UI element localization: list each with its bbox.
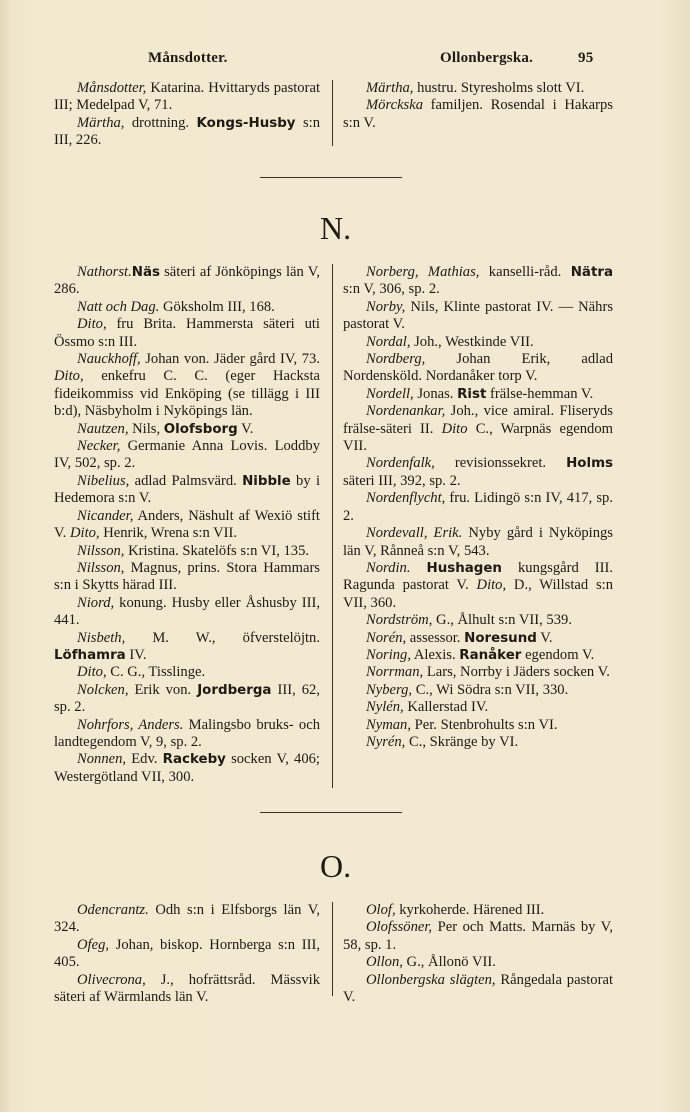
entry-text: Germanie Anna Lovis. Loddby IV, 502, sp. 2. bbox=[54, 438, 320, 472]
entry-name: Nordström, bbox=[366, 612, 433, 629]
entry-text: Anders, Näshult af Wexiö stift V. bbox=[54, 507, 320, 542]
section-o-left-column bbox=[54, 902, 320, 1006]
entry-estate: Jordberga bbox=[197, 682, 272, 698]
register-entry bbox=[54, 902, 320, 937]
entry-text: Johan von. Jäder gård IV, 73. bbox=[140, 351, 320, 368]
entry-name: Nordell, bbox=[366, 385, 414, 402]
entry-text: kanselli-råd. bbox=[479, 264, 571, 280]
register-entry bbox=[54, 682, 320, 717]
entry-name: Nyrén, bbox=[366, 733, 406, 750]
register-entry bbox=[343, 334, 613, 351]
entry-text: Joh., Westkinde VII. bbox=[410, 333, 534, 350]
entry-text: by i Hedemora s:n V. bbox=[54, 472, 320, 507]
entry-estate: Olofsborg bbox=[163, 421, 238, 437]
entry-text: hustru. Styresholms slott VI. bbox=[413, 80, 585, 96]
entry-estate: Nibble bbox=[242, 473, 291, 489]
entry-estate: Hushagen bbox=[426, 560, 502, 576]
entry-text: Nils, bbox=[128, 420, 164, 437]
entry-text: fru Brita. Hammersta säteri uti Össmo s:n III. bbox=[54, 316, 320, 350]
entry-name: Nordenankar, bbox=[366, 403, 446, 420]
column-divider bbox=[332, 264, 333, 788]
entry-text: s:n III, 226. bbox=[54, 114, 320, 149]
section-rule bbox=[260, 812, 402, 813]
register-entry bbox=[54, 80, 320, 115]
entry-name: Nauckhoff, bbox=[77, 351, 141, 368]
register-entry bbox=[54, 717, 320, 752]
entry-text: Alexis. bbox=[411, 646, 460, 663]
entry-name: Nordberg, bbox=[366, 351, 426, 368]
entry-text: Kristina. Skatelöfs s:n VI, 135. bbox=[124, 542, 310, 559]
register-entry bbox=[54, 664, 320, 681]
top-left-column bbox=[54, 80, 320, 150]
register-entry bbox=[343, 954, 613, 971]
entry-name: Norberg, Mathias, bbox=[366, 264, 480, 280]
entry-name: Dito, bbox=[77, 316, 107, 333]
entry-text: Per. Stenbrohults s:n VI. bbox=[411, 716, 558, 733]
register-entry bbox=[343, 97, 613, 132]
entry-estate: Kongs-Husby bbox=[196, 115, 296, 131]
entry-text: Johan, biskop. Hornberga s:n III, 405. bbox=[54, 936, 320, 971]
entry-name: Nisbeth, bbox=[77, 629, 126, 646]
entry-name: Nordenflycht, bbox=[366, 490, 446, 507]
column-divider bbox=[332, 902, 333, 996]
entry-text: kungsgård III. Ragunda pastorat V. bbox=[343, 559, 613, 594]
entry-name: Mörckska bbox=[366, 97, 423, 114]
register-entry bbox=[343, 630, 613, 647]
register-entry bbox=[343, 403, 613, 455]
entry-text: V. bbox=[536, 629, 553, 646]
register-entry bbox=[343, 699, 613, 716]
entry-name: Necker, bbox=[77, 438, 121, 455]
entry-name: Nordin. bbox=[366, 559, 411, 576]
entry-text: socken V, 406; Westergötland VII, 300. bbox=[54, 751, 320, 785]
register-entry bbox=[54, 543, 320, 560]
register-entry bbox=[54, 595, 320, 630]
entry-name: Ollonbergska slägten, bbox=[366, 971, 496, 988]
register-entry bbox=[343, 734, 613, 751]
entry-text: G., Ålhult s:n VII, 539. bbox=[432, 612, 572, 629]
entry-text: säteri III, 392, sp. 2. bbox=[343, 472, 461, 489]
entry-name: Nicander, bbox=[77, 507, 134, 524]
register-entry bbox=[343, 972, 613, 1007]
entry-text: G., Ållonö VII. bbox=[402, 954, 496, 971]
register-entry bbox=[54, 438, 320, 473]
section-n-left-column bbox=[54, 264, 320, 786]
register-entry bbox=[54, 972, 320, 1007]
entry-name: Nordevall, Erik. bbox=[366, 525, 463, 542]
entry-name: Dito, bbox=[476, 577, 507, 594]
entry-name: Ofeg, bbox=[77, 936, 110, 953]
entry-name: Nilsson, bbox=[77, 559, 125, 576]
entry-text: Edv. bbox=[126, 751, 163, 768]
entry-text: C. G., Tisslinge. bbox=[106, 664, 206, 681]
entry-text: Kallerstad IV. bbox=[403, 699, 489, 716]
register-entry bbox=[54, 351, 320, 421]
register-entry bbox=[343, 664, 613, 681]
register-entry bbox=[54, 560, 320, 595]
register-entry bbox=[343, 902, 613, 919]
entry-text: familjen. Rosendal i Hakarps s:n V. bbox=[343, 97, 613, 131]
entry-text: Magnus, prins. Stora Hammars s:n i Skytts härad III. bbox=[54, 559, 320, 594]
entry-text: drottning. bbox=[124, 114, 197, 131]
entry-name: Dito, bbox=[69, 525, 100, 542]
entry-estate: Nätra bbox=[570, 265, 613, 280]
entry-estate: Löfhamra bbox=[54, 647, 126, 663]
entry-name: Nyman, bbox=[366, 716, 411, 733]
entry-text: Johan Erik, adlad Nordensköld. Nordanåker torp V. bbox=[343, 351, 613, 385]
page-number: 95 bbox=[578, 50, 594, 66]
register-entry bbox=[343, 455, 613, 490]
entry-text: adlad Palmsvärd. bbox=[129, 472, 243, 489]
register-entry bbox=[54, 299, 320, 316]
register-entry bbox=[54, 421, 320, 438]
entry-estate: Ranåker bbox=[459, 647, 522, 663]
entry-text: V. bbox=[237, 420, 254, 437]
entry-name: Nonnen, bbox=[77, 751, 127, 768]
entry-name: Märtha, bbox=[77, 114, 125, 131]
entry-text: J., hofrättsråd. Mässvik säteri af Wärmlands län V. bbox=[54, 971, 320, 1006]
register-entry bbox=[343, 490, 613, 525]
column-divider bbox=[332, 80, 333, 146]
entry-estate: Holms bbox=[566, 456, 613, 472]
register-entry bbox=[343, 647, 613, 664]
entry-name: Månsdotter, bbox=[77, 80, 147, 96]
entry-text: Lars, Norrby i Jäders socken V. bbox=[423, 664, 610, 681]
register-entry bbox=[54, 508, 320, 543]
entry-text: C., Wi Södra s:n VII, 330. bbox=[412, 681, 569, 698]
register-entry bbox=[54, 751, 320, 786]
entry-text: Katarina. Hvittaryds pastorat III; Medelpad V, 71. bbox=[54, 80, 320, 114]
entry-estate: Rist bbox=[457, 386, 487, 402]
entry-text: Rångedala pastorat V. bbox=[343, 971, 613, 1006]
entry-name: Niord, bbox=[77, 594, 115, 611]
entry-text: egendom V. bbox=[521, 646, 595, 663]
entry-name: Nathorst. bbox=[77, 264, 132, 280]
entry-text: Nils, Klinte pastorat IV. — Nährs pastorat V. bbox=[343, 298, 613, 333]
register-entry bbox=[54, 473, 320, 508]
register-entry bbox=[343, 386, 613, 403]
entry-name: Nautzen, bbox=[77, 420, 129, 437]
entry-text bbox=[410, 560, 426, 576]
register-entry bbox=[54, 264, 320, 299]
entry-text: D., Willstad s:n VII, 360. bbox=[343, 577, 613, 611]
entry-estate: Rackeby bbox=[162, 752, 226, 768]
entry-text: C., Warpnäs egendom VII. bbox=[343, 420, 613, 455]
register-entry bbox=[343, 525, 613, 560]
entry-name: Norby, bbox=[366, 298, 406, 315]
register-entry bbox=[343, 351, 613, 386]
entry-name: Nilsson, bbox=[77, 542, 125, 559]
entry-text: fru. Lidingö s:n IV, 417, sp. 2. bbox=[343, 490, 613, 524]
entry-text: Malingsbo bruks- och landtegendom V, 9, sp. 2. bbox=[54, 716, 320, 750]
entry-name: Natt och Dag. bbox=[77, 298, 160, 315]
top-right-column bbox=[343, 80, 613, 132]
section-rule bbox=[260, 177, 402, 178]
register-entry bbox=[343, 560, 613, 612]
entry-text: Odh s:n i Elfsborgs län V, 324. bbox=[54, 902, 320, 936]
register-entry bbox=[54, 115, 320, 150]
register-entry bbox=[343, 80, 613, 97]
entry-text: assessor. bbox=[406, 629, 465, 646]
entry-name: Olivecrona, bbox=[77, 971, 146, 988]
entry-estate: Näs bbox=[131, 265, 160, 280]
section-n-right-column bbox=[343, 264, 613, 751]
register-entry bbox=[54, 630, 320, 665]
entry-text: Joh., vice amiral. Fliseryds frälse-säteri II. bbox=[343, 403, 613, 437]
section-letter-o: O. bbox=[320, 848, 352, 884]
entry-name: Norén, bbox=[366, 629, 407, 646]
section-o-right-column bbox=[343, 902, 613, 1006]
section-letter-n: N. bbox=[320, 210, 352, 246]
entry-text: Nyby gård i Nyköpings län V, Rånneå s:n V, 543. bbox=[343, 525, 613, 559]
entry-name: Nohrfors, Anders. bbox=[77, 716, 184, 733]
running-head-left: Månsdotter. bbox=[148, 50, 228, 66]
entry-estate: Noresund bbox=[464, 630, 537, 646]
entry-name: Dito, bbox=[54, 368, 84, 385]
register-entry bbox=[54, 316, 320, 351]
entry-text: C., Skränge by VI. bbox=[405, 733, 519, 750]
entry-name: Nyberg, bbox=[366, 681, 413, 698]
entry-text: revisionssekret. bbox=[434, 455, 567, 472]
register-entry bbox=[54, 937, 320, 972]
register-entry bbox=[343, 264, 613, 299]
entry-text: IV. bbox=[125, 646, 147, 663]
entry-text: III, 62, sp. 2. bbox=[54, 681, 320, 716]
entry-name: Dito, bbox=[77, 664, 107, 681]
entry-name: Nylén, bbox=[366, 699, 404, 716]
register-entry bbox=[343, 682, 613, 699]
entry-text: säteri af Jönköpings län V, 286. bbox=[54, 264, 320, 298]
entry-text: Erik von. bbox=[128, 681, 198, 698]
entry-name: Norrman, bbox=[366, 664, 424, 681]
entry-name: Noring, bbox=[366, 646, 412, 663]
entry-name: Ollon, bbox=[366, 954, 403, 971]
entry-text: s:n V, 306, sp. 2. bbox=[343, 281, 440, 298]
entry-name: Nordenfalk, bbox=[366, 455, 435, 472]
entry-text: enkefru C. C. (eger Hacksta fideikommiss vid Enköping (se tillägg i III b:d), Näsbyholm i Nyköpings län. bbox=[54, 368, 320, 420]
entry-text: M. W., öfverstelöjtn. bbox=[125, 629, 320, 646]
entry-text: Per och Matts. Marnäs by V, 58, sp. 1. bbox=[343, 919, 613, 953]
entry-name: Nordal, bbox=[366, 333, 411, 350]
entry-text: Jonas. bbox=[413, 385, 458, 402]
entry-name: Nibelius, bbox=[77, 472, 130, 489]
entry-name: Dito bbox=[441, 420, 468, 437]
register-entry bbox=[343, 717, 613, 734]
entry-name: Olofssöner, bbox=[366, 919, 433, 936]
running-head-right: Ollonbergska. bbox=[440, 50, 534, 66]
entry-text: Henrik, Wrena s:n VII. bbox=[99, 525, 238, 542]
register-entry bbox=[343, 612, 613, 629]
register-entry bbox=[343, 299, 613, 334]
entry-name: Nolcken, bbox=[77, 681, 129, 698]
entry-text: Göksholm III, 168. bbox=[159, 298, 275, 315]
entry-text: kyrkoherde. Härened III. bbox=[395, 902, 545, 918]
entry-name: Märtha, bbox=[366, 80, 414, 96]
entry-name: Odencrantz. bbox=[77, 902, 149, 918]
entry-text: konung. Husby eller Åshusby III, 441. bbox=[54, 594, 320, 629]
entry-name: Olof, bbox=[366, 902, 396, 918]
register-entry bbox=[343, 919, 613, 954]
entry-text: frälse-hemman V. bbox=[486, 385, 594, 402]
